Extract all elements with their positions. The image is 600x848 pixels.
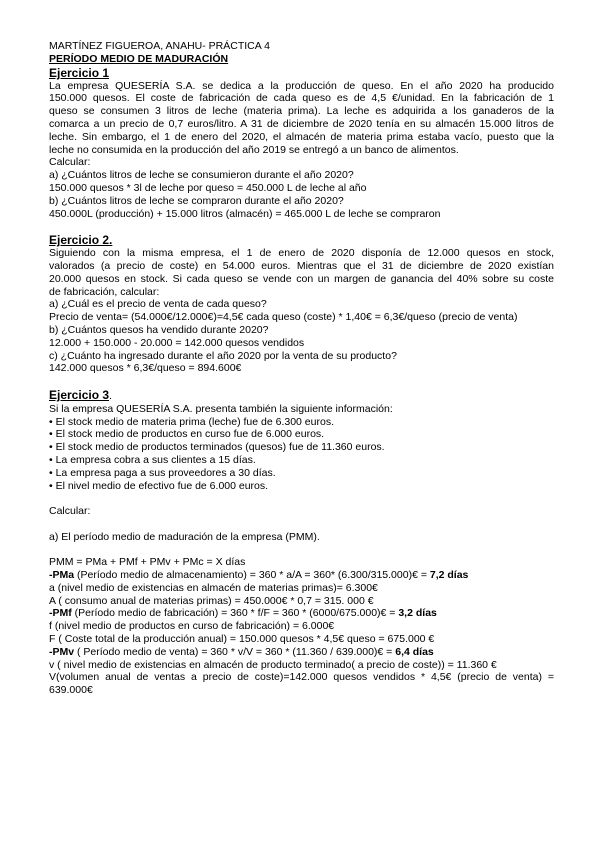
pmf-label: -PMf <box>49 607 72 620</box>
pmf-line <box>49 607 554 620</box>
pmf-text: (Período medio de fabricación) = 360 * f/F = 360 * (6000/675.000)€ = <box>71 607 399 620</box>
author-line: MARTÍNEZ FIGUEROA, ANAHU- PRÁCTICA 4 <box>49 40 270 52</box>
text-line: f (nivel medio de productos en curso de fabricación) = 6.000€ <box>49 620 335 633</box>
answer-line: 150.000 quesos * 3l de leche por queso = 450.000 L de leche al año <box>49 181 367 194</box>
list-item: • El stock medio de productos terminados (quesos) fue de 11.360 euros. <box>49 441 385 454</box>
exercise-1-heading: Ejercicio 1 <box>49 65 110 80</box>
paragraph-line: valorados (a precio de coste) en 54.000 euros. Mientras que el 31 de diciembre de 2020 existían <box>49 259 554 272</box>
pmv-text: ( Período medio de venta) = 360 * v/V = 360 * (11.360 / 639.000)€ = <box>74 645 396 658</box>
pmv-result: 6,4 días <box>395 645 434 658</box>
info-list <box>49 416 554 493</box>
pmf-result: 3,2 días <box>398 607 437 620</box>
text-line: v ( nivel medio de existencias en almacén de producto terminado( a precio de coste)) = 11.360 € <box>49 658 497 671</box>
text-line: a (nivel medio de existencias en almacén de materias primas)= 6.300€ <box>49 581 378 594</box>
answer-line: 142.000 quesos * 6,3€/queso = 894.600€ <box>49 362 242 375</box>
text-line: 639.000€ <box>49 684 93 697</box>
list-item: • El stock medio de materia prima (leche) fue de 6.300 euros. <box>49 415 334 428</box>
paragraph-line: queso se consumen 3 litros de leche (materia prima). La leche es adquirida a los ganaderos de la <box>49 105 554 118</box>
answer-line: 450.000L (producción) + 15.000 litros (almacén) = 465.000 L de leche se compraron <box>49 207 441 220</box>
pma-line <box>49 569 554 582</box>
intro-line: Si la empresa QUESERÍA S.A. presenta también la siguiente información: <box>49 402 393 415</box>
question-line: a) ¿Cuántos litros de leche se consumieron durante el año 2020? <box>49 169 354 182</box>
exercise-2-statement <box>49 247 554 285</box>
pmv-line <box>49 646 554 659</box>
text-line: Calcular: <box>49 156 91 169</box>
pmv-label: -PMv <box>49 645 75 658</box>
paragraph-line: Siguiendo con la misma empresa, el 1 de enero de 2020 disponía de 12.000 quesos en stock, <box>49 247 554 260</box>
pmm-formula: PMM = PMa + PMf + PMv + PMc = X días <box>49 556 246 569</box>
paragraph-line: 20.000 quesos en stock. Si cada queso se vende con un margen de ganancia del 40% sobre su coste <box>49 272 554 285</box>
paragraph-line: comarca a un precio de 0,7 euros/litro. A 31 de diciembre de 2020 tenía en su almacén 15.000 litros de <box>49 117 554 130</box>
list-item: • La empresa cobra a sus clientes a 15 días. <box>49 453 256 466</box>
document-title: PERÍODO MEDIO DE MADURACIÓN <box>49 52 229 65</box>
question-line: c) ¿Cuánto ha ingresado durante el año 2020 por la venta de su producto? <box>49 349 397 362</box>
exercise-2-heading: Ejercicio 2. <box>49 233 113 248</box>
text-line: F ( Coste total de la producción anual) = 150.000 quesos * 4,5€ queso = 675.000 € <box>49 633 435 646</box>
answer-line: 12.000 + 150.000 - 20.000 = 142.000 quesos vendidos <box>49 336 305 349</box>
question-line: b) ¿Cuántos litros de leche se compraron durante el año 2020? <box>49 194 344 207</box>
answer-line: Precio de venta= (54.000€/12.000€)=4,5€ cada queso (coste) * 1,40€ = 6,3€/queso (precio de venta) <box>49 311 518 324</box>
question-line: b) ¿Cuántos quesos ha vendido durante 2020? <box>49 323 269 336</box>
list-item: • El nivel medio de efectivo fue de 6.000 euros. <box>49 479 269 492</box>
list-item: • El stock medio de productos en curso fue de 6.000 euros. <box>49 428 325 441</box>
pma-label: -PMa <box>49 569 75 582</box>
text-line: A ( consumo anual de materias primas) = 450.000€ * 0,7 = 315. 000 € <box>49 594 374 607</box>
exercise-1-statement <box>49 80 554 157</box>
paragraph-line: 150.000 quesos. El coste de fabricación de cada queso es de 4,5 €/unidad. En la fabricación de 1 <box>49 92 554 105</box>
text-line: V(volumen anual de ventas a precio de coste)=142.000 quesos vendidos * 4,5€ (precio de venta) = <box>49 671 554 684</box>
question-line: a) El período medio de maduración de la empresa (PMM). <box>49 530 320 543</box>
paragraph-line: leche no consumida en la producción del año 2019 se entregó a un banco de alimentos. <box>49 143 459 156</box>
heading-period: . <box>109 389 112 402</box>
calcular-line: Calcular: <box>49 505 91 518</box>
paragraph-line: leche. Sin embargo, el 1 de enero del 2020, el almacén de materia prima estaba vacío, puesto que la <box>49 130 554 143</box>
paragraph-line: La empresa QUESERÍA S.A. se dedica a la producción de queso. En el año 2020 ha producido <box>49 79 554 92</box>
text-line: de fabricación, calcular: <box>49 285 160 298</box>
pma-result: 7,2 días <box>429 569 469 582</box>
question-line: a) ¿Cuál es el precio de venta de cada queso? <box>49 298 267 311</box>
exercise-3-heading-row <box>49 388 554 403</box>
pma-text: (Período medio de almacenamiento) = 360 * a/A = 360* (6.300/315.000)€ = <box>74 569 430 582</box>
list-item: • La empresa paga a sus proveedores a 30 días. <box>49 466 276 479</box>
document-page <box>49 40 554 697</box>
exercise-3-heading: Ejercicio 3 <box>49 387 110 402</box>
